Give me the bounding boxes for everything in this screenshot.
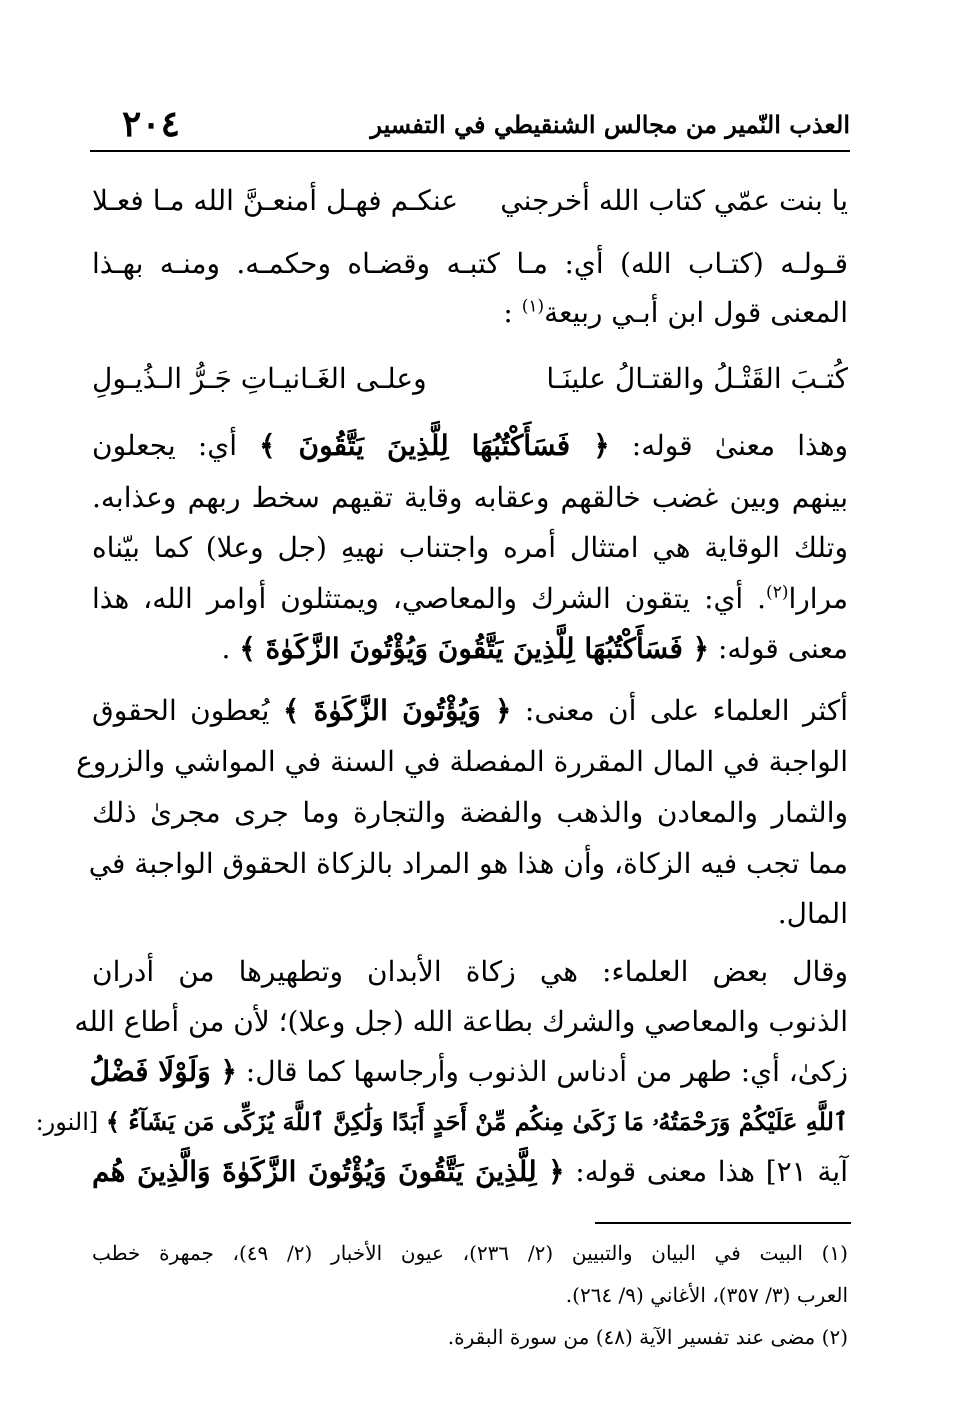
- poetry-verse: [92, 180, 848, 224]
- text-run: مرارا: [788, 582, 848, 615]
- text-run: زكىٰ، أي: طهر من أدناس الذنوب وأرجاسها كما قال:: [245, 1055, 848, 1088]
- text-run: معنى قوله:: [717, 632, 848, 665]
- page-header: [90, 102, 850, 152]
- text-line: الذنوب والمعاصي والشرك بطاعة الله (جل وعلا)؛ لأن من أطاع الله: [74, 1005, 848, 1038]
- text-run: :: [503, 296, 513, 329]
- text-run: [النور:: [35, 1108, 99, 1136]
- footnote-marker: (١): [521, 296, 545, 317]
- verse-first-hemistich: يا بنت عمّي كتاب الله أخرجني: [500, 184, 848, 217]
- text-line: المال.: [777, 897, 848, 930]
- poetry-verse: [92, 358, 848, 402]
- text-line: [35, 1101, 848, 1145]
- quran-quote: ﴿ وَيُؤْتُونَ الزَّكَوٰةَ ﴾: [282, 694, 512, 727]
- verse-second-hemistich: وعلـى الغَـانيـاتِ جَـرُّ الـذُيـولِ: [92, 362, 427, 395]
- text-line: [92, 292, 848, 336]
- text-run: المعنى قول ابن أبـي ربيعة: [544, 296, 848, 329]
- footnote-marker: (٢): [766, 582, 789, 603]
- quran-quote: ﴿ لِلَّذِينَ يَتَّقُونَ وَيُؤْتُونَ الزَّكَوٰةَ وَالَّذِينَ هُم: [92, 1155, 565, 1188]
- text-line: وتلك الوقاية هي امتثال أمره واجتناب نهيهِ (جل وعلا) كما بيّناه: [92, 531, 848, 564]
- verse-second-hemistich: عنكـم فهـل أمنعـنَّ الله مـا فعـلا: [92, 184, 459, 217]
- text-line: بينهم وبين غضب خالقهم وعقابه وقاية تقيهم سخط ربهم وعذابه.: [92, 481, 848, 514]
- text-run: وهذا معنىٰ قوله:: [631, 429, 848, 462]
- text-line: [92, 628, 848, 672]
- footnote-2: (٢) مضى عند تفسير الآية (٤٨) من سورة البقرة.: [447, 1325, 848, 1349]
- text-line: [92, 690, 848, 734]
- text-line: والثمار والمعادن والذهب والفضة والتجارة وما جرى مجرىٰ ذلك: [92, 796, 848, 829]
- text-run: آية ٢١] هذا معنى قوله:: [575, 1155, 848, 1188]
- text-line: مما تجب فيه الزكاة، وأن هذا هو المراد بالزكاة الحقوق الواجبة في: [88, 847, 848, 880]
- text-line: قـولـه (كتـاب الله) أي: مـا كتبـه وقضـاه وحكمـه. ومنـه بهـذا: [92, 247, 848, 280]
- quran-quote: ﴿ فَسَأَكْتُبُهَا لِلَّذِينَ يَتَّقُونَ وَيُؤْتُونَ الزَّكَوٰةَ ﴾: [239, 632, 710, 665]
- quran-quote: ٱللَّهِ عَلَيْكُمْ وَرَحْمَتُهُۥ مَا زَكَىٰ مِنكُم مِّنْ أَحَدٍ أَبَدًا وَلَٰكِنَّ ٱللَّهَ يُزَكِّى مَن يَشَآءُ ﴾: [105, 1107, 848, 1136]
- footnote-separator: [595, 1222, 851, 1224]
- text-run: . أي: يتقون الشرك والمعاصي، ويمتثلون أوامر الله، هذا: [92, 582, 767, 615]
- quran-quote: ﴿ وَلَوْلَا فَضْلُ: [89, 1055, 237, 1088]
- footnote-1-line: العرب (٣/ ٣٥٧)، الأغاني (٩/ ٢٦٤).: [565, 1283, 848, 1307]
- text-line: الواجبة في المال المقررة المفصلة في السنة في المواشي والزروع: [76, 745, 848, 778]
- footnote-1-line: (١) البيت في البيان والتبيين (٢/ ٢٣٦)، عيون الأخبار (٢/ ٤٩)، جمهرة خطب: [92, 1241, 848, 1265]
- text-line: [92, 1151, 848, 1195]
- text-run: .: [221, 632, 231, 665]
- text-line: [92, 578, 848, 622]
- verse-first-hemistich: كُتـبَ القَتْـلُ والقتـالُ علينَـا: [546, 362, 848, 395]
- text-line: [92, 425, 848, 469]
- text-run: يُعطون الحقوق: [92, 694, 270, 727]
- text-run: أكثر العلماء على أن معنى:: [524, 694, 849, 727]
- text-line: [89, 1051, 848, 1095]
- quran-quote: ﴿ فَسَأَكْتُبُهَا لِلَّذِينَ يَتَّقُونَ ﴾: [259, 429, 610, 462]
- running-title: العذب النّمير من مجالس الشنقيطي في التفسير: [370, 110, 850, 139]
- page-number: ٢٠٤: [122, 103, 181, 145]
- text-line: وقال بعض العلماء: هي زكاة الأبدان وتطهيرها من أدران: [92, 955, 848, 988]
- text-run: أي: يجعلون: [92, 429, 237, 462]
